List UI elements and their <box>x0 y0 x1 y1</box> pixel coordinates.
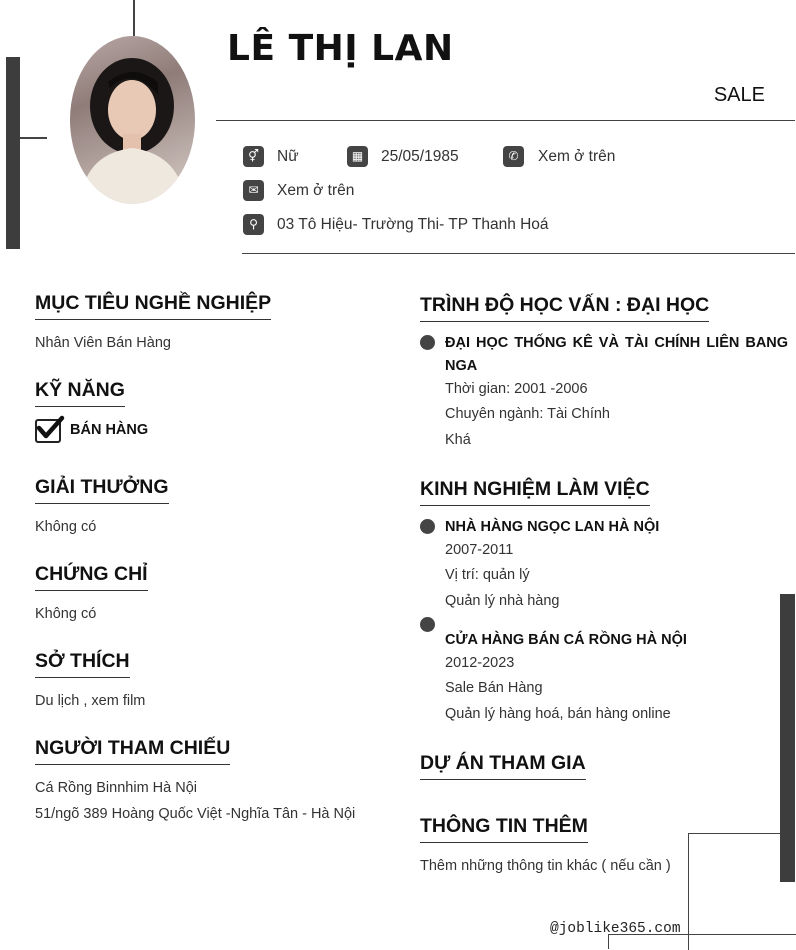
education-heading: TRÌNH ĐỘ HỌC VẤN : ĐẠI HỌC <box>420 294 709 322</box>
profile-photo <box>70 36 195 204</box>
extra-info-text: Thêm những thông tin khác ( nếu cần ) <box>420 858 671 874</box>
phone-value: Xem ở trên <box>538 148 616 165</box>
skill-item: BÁN HÀNG <box>70 422 149 438</box>
candidate-name: LÊ THỊ LAN <box>227 28 454 69</box>
watermark-text: @joblike365.com <box>550 921 681 937</box>
corner-box <box>688 833 781 950</box>
job-role: Vị trí: quản lý <box>445 567 530 583</box>
job-period: 2012-2023 <box>445 655 515 671</box>
hobbies-heading: SỞ THÍCH <box>35 650 130 678</box>
hobbies-text: Du lịch , xem film <box>35 693 146 709</box>
skills-heading: KỸ NĂNG <box>35 379 125 407</box>
job-company: CỬA HÀNG BÁN CÁ RỒNG HÀ NỘI <box>445 632 687 648</box>
certificates-text: Không có <box>35 606 97 622</box>
person-silhouette-icon <box>70 36 195 204</box>
education-school-line1: ĐẠI HỌC THỐNG KÊ VÀ TÀI CHÍNH LIÊN BANG <box>445 335 789 351</box>
awards-text: Không có <box>35 519 97 535</box>
education-grade: Khá <box>445 432 471 448</box>
job-role: Sale Bán Hàng <box>445 680 543 696</box>
experience-heading: KINH NGHIỆM LÀM VIỆC <box>420 478 650 506</box>
contact-divider <box>242 253 795 254</box>
bullet-icon <box>420 617 435 632</box>
calendar-icon: ▦ <box>347 146 368 167</box>
certificates-heading: CHỨNG CHỈ <box>35 563 148 591</box>
bullet-icon <box>420 335 435 350</box>
objective-heading: MỤC TIÊU NGHỀ NGHIỆP <box>35 292 271 320</box>
header-divider <box>216 120 795 121</box>
job-desc: Quản lý nhà hàng <box>445 593 560 609</box>
right-accent-bar <box>780 594 795 882</box>
location-icon: ⚲ <box>243 214 264 235</box>
awards-heading: GIẢI THƯỞNG <box>35 476 169 504</box>
checkbox-checked-icon <box>35 419 61 443</box>
left-horizontal-line <box>20 137 47 139</box>
objective-text: Nhân Viên Bán Hàng <box>35 335 171 351</box>
reference-heading: NGƯỜI THAM CHIẾU <box>35 737 230 765</box>
job-period: 2007-2011 <box>445 542 514 558</box>
email-icon: ✉ <box>243 180 264 201</box>
job-company: NHÀ HÀNG NGỌC LAN HÀ NỘI <box>445 519 660 535</box>
job-desc: Quản lý hàng hoá, bán hàng online <box>445 706 671 722</box>
gender-value: Nữ <box>277 148 299 165</box>
education-major: Chuyên ngành: Tài Chính <box>445 406 610 422</box>
job-title: SALE <box>713 84 765 106</box>
reference-line1: Cá Rồng Binnhim Hà Nội <box>35 780 197 796</box>
address-value: 03 Tô Hiệu- Trường Thi- TP Thanh Hoá <box>277 216 549 233</box>
projects-heading: DỰ ÁN THAM GIA <box>420 752 586 780</box>
birthday-value: 25/05/1985 <box>381 148 459 165</box>
education-school-line2: NGA <box>445 358 478 374</box>
gender-icon: ⚥ <box>243 146 264 167</box>
phone-icon: ✆ <box>503 146 524 167</box>
email-value: Xem ở trên <box>277 182 355 199</box>
education-time: Thời gian: 2001 -2006 <box>445 381 588 397</box>
bullet-icon <box>420 519 435 534</box>
extra-info-heading: THÔNG TIN THÊM <box>420 815 588 843</box>
left-accent-bar <box>6 57 20 249</box>
reference-line2: 51/ngõ 389 Hoàng Quốc Việt -Nghĩa Tân - Hà Nội <box>35 806 356 822</box>
top-vertical-line <box>133 0 135 36</box>
